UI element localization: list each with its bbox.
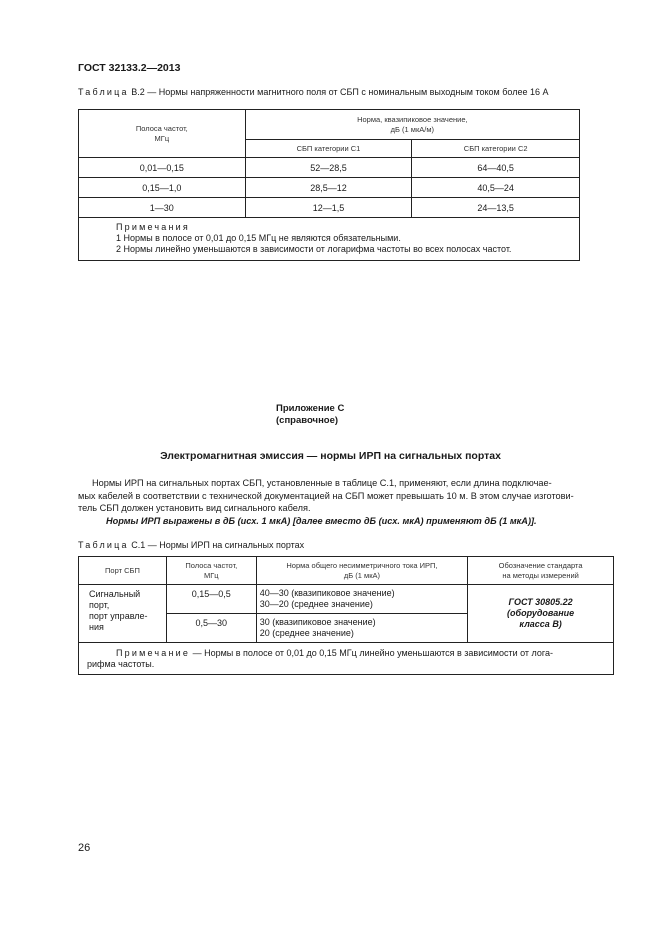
header-text: дБ (1 мкА/м) — [390, 124, 434, 134]
appendix-title: Приложение С — [276, 403, 345, 414]
document-id: ГОСТ 32133.2—2013 — [78, 62, 181, 74]
port-text: ния — [89, 622, 104, 632]
table-b2-caption-text: В.2 — Нормы напряженности магнитного поля от СБП с номинальным выходным током более 16 А — [128, 87, 549, 97]
standard-text: ГОСТ 30805.22 — [508, 597, 573, 607]
port-cell — [79, 585, 167, 643]
notes-title: Примечания — [116, 222, 190, 232]
table-cell: 28,5—12 — [245, 178, 412, 198]
table-b2-caption-word: Таблица — [78, 87, 129, 97]
table-cell: 52—28,5 — [245, 158, 412, 178]
paragraph-line: мых кабелей в соответствии с технической документацией на СБП может превышать 10 м. В этом случае изготови- — [78, 490, 574, 501]
table-cell: 0,15—0,5 — [166, 585, 256, 614]
header-text: МГц — [204, 570, 219, 580]
table-c1 — [78, 556, 614, 675]
standard-text: (оборудование — [507, 608, 575, 618]
norm-text: 30—20 (среднее значение) — [259, 599, 373, 609]
table-c1-caption-word: Таблица — [78, 540, 129, 550]
table-c1-header-standard — [468, 557, 614, 585]
standard-cell — [468, 585, 614, 643]
note-line: 1 Нормы в полосе от 0,01 до 0,15 МГц не являются обязательными. — [116, 233, 401, 243]
norm-text: 40—30 (квазипиковое значение) — [259, 588, 395, 598]
table-b2-header-freq — [79, 110, 246, 158]
port-text: порт, — [89, 600, 110, 610]
table-b2-header-c2: СБП категории С2 — [412, 140, 580, 158]
header-text: Полоса частот, — [185, 560, 238, 570]
table-b2-header-c1: СБП категории С1 — [245, 140, 412, 158]
paragraph-bold-line: Нормы ИРП выражены в дБ (исх. 1 мкА) [далее вместо дБ (исх. мкА) применяют дБ (1 мкА)]. — [106, 515, 537, 526]
body-paragraph — [78, 477, 613, 527]
norm-text: 30 (квазипиковое значение) — [259, 617, 376, 627]
table-cell: 64—40,5 — [412, 158, 580, 178]
table-c1-note — [79, 643, 614, 675]
header-text: Норма общего несимметричного тока ИРП, — [286, 560, 438, 570]
table-c1-header-norm — [256, 557, 468, 585]
note-line: 2 Нормы линейно уменьшаются в зависимости от логарифма частоты во всех полосах частот. — [116, 244, 512, 254]
note-text: — Нормы в полосе от 0,01 до 0,15 МГц линейно уменьшаются в зависимости от лога- — [190, 648, 553, 658]
table-cell: 24—13,5 — [412, 198, 580, 218]
table-b2-notes — [79, 218, 580, 261]
section-title: Электромагнитная эмиссия — нормы ИРП на сигнальных портах — [160, 450, 501, 462]
port-text: порт управле- — [89, 611, 148, 621]
table-b2 — [78, 109, 580, 261]
norm-cell — [256, 614, 468, 643]
appendix-subtitle: (справочное) — [276, 415, 339, 426]
norm-text: 20 (среднее значение) — [259, 628, 354, 638]
table-row — [79, 198, 580, 218]
header-text: Полоса частот, — [135, 123, 188, 133]
header-text: Норма, квазипиковое значение, — [357, 114, 468, 124]
header-text: дБ (1 мкА) — [343, 570, 380, 580]
table-cell: 40,5—24 — [412, 178, 580, 198]
note-word: Примечание — [116, 648, 191, 658]
standard-text: класса В) — [519, 619, 562, 629]
table-cell: 0,5—30 — [166, 614, 256, 643]
table-row — [79, 158, 580, 178]
paragraph-line: тель СБП должен установить вид сигнального кабеля. — [78, 503, 311, 513]
table-c1-caption-text: С.1 — Нормы ИРП на сигнальных портах — [128, 540, 305, 550]
table-row — [79, 585, 614, 614]
table-cell: 0,15—1,0 — [79, 178, 246, 198]
table-c1-header-port: Порт СБП — [79, 557, 167, 585]
table-b2-header-norm — [245, 110, 579, 140]
table-cell: 1—30 — [79, 198, 246, 218]
paragraph-line: Нормы ИРП на сигнальных портах СБП, установленные в таблице С.1, применяют, если длина подключае- — [92, 478, 552, 488]
note-text: рифма частоты. — [87, 659, 155, 669]
header-text: на методы измерений — [502, 570, 579, 580]
header-text: МГц — [154, 133, 170, 143]
header-text: Обозначение стандарта — [498, 560, 583, 570]
table-cell: 0,01—0,15 — [79, 158, 246, 178]
table-row — [79, 178, 580, 198]
norm-cell — [256, 585, 468, 614]
table-cell: 12—1,5 — [245, 198, 412, 218]
page-number: 26 — [78, 842, 91, 854]
table-b2-caption — [78, 87, 548, 97]
table-c1-header-freq — [166, 557, 256, 585]
table-c1-caption — [78, 540, 304, 550]
port-text: Сигнальный — [89, 589, 141, 599]
